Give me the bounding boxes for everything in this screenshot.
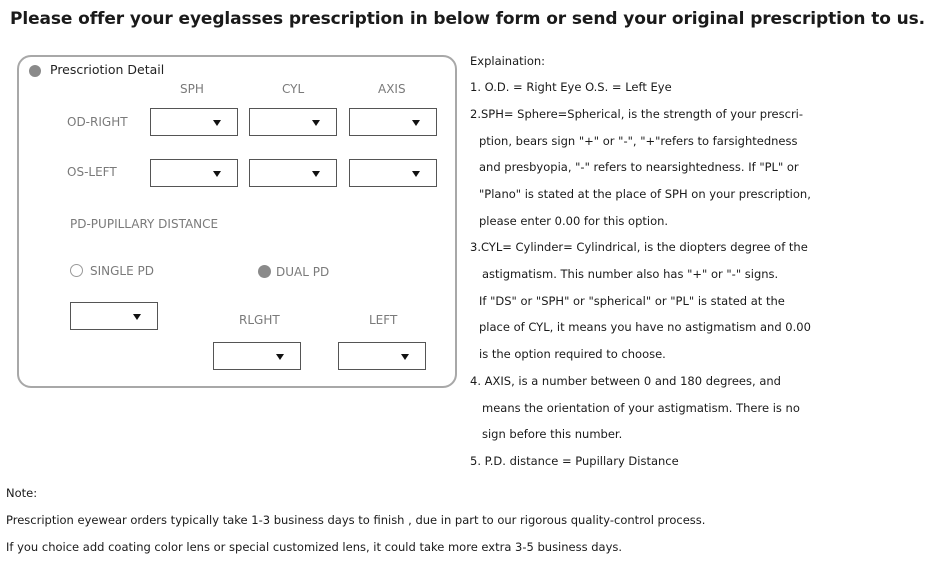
- explanation-line: "Plano" is stated at the place of SPH on your prescription,: [479, 187, 811, 201]
- explanation-line: and presbyopia, "-" refers to nearsightedness. If "PL" or: [479, 160, 799, 174]
- column-header-cyl: CYL: [282, 82, 305, 96]
- explanation-line: 3.CYL= Cylinder= Cylindrical, is the diopters degree of the: [470, 240, 808, 254]
- single-pd-label[interactable]: SINGLE PD: [90, 264, 154, 278]
- row-label-os-left: OS-LEFT: [67, 165, 117, 179]
- explanation-line: is the option required to choose.: [479, 347, 666, 361]
- explanation-line: astigmatism. This number also has "+" or "-" signs.: [482, 267, 779, 281]
- explanation-line: 5. P.D. distance = Pupillary Distance: [470, 454, 679, 468]
- note-line: Prescription eyewear orders typically take 1-3 business days to finish , due in part to our rigorous quality-control process.: [6, 513, 706, 527]
- dual-pd-radio[interactable]: [258, 265, 271, 278]
- caret-down-icon: [412, 171, 420, 177]
- caret-down-icon: [276, 354, 284, 360]
- single-pd-radio[interactable]: [70, 264, 83, 277]
- filled-circle-icon: [29, 65, 41, 77]
- pd-section-label: PD-PUPILLARY DISTANCE: [70, 217, 219, 231]
- os-sph-select[interactable]: [150, 159, 238, 187]
- column-header-axis: AXIS: [378, 82, 406, 96]
- caret-down-icon: [412, 120, 420, 126]
- od-cyl-select[interactable]: [249, 108, 337, 136]
- os-axis-select[interactable]: [349, 159, 437, 187]
- single-pd-select[interactable]: [70, 302, 158, 330]
- caret-down-icon: [312, 120, 320, 126]
- explanation-heading: Explaination:: [470, 54, 546, 68]
- row-label-od-right: OD-RIGHT: [67, 115, 128, 129]
- explanation-line: please enter 0.00 for this option.: [479, 214, 669, 228]
- os-cyl-select[interactable]: [249, 159, 337, 187]
- explanation-line: 4. AXIS, is a number between 0 and 180 degrees, and: [470, 374, 781, 388]
- explanation-line: 1. O.D. = Right Eye O.S. = Left Eye: [470, 80, 672, 94]
- explanation-line: ption, bears sign "+" or "-", "+"refers to farsightedness: [479, 134, 798, 148]
- panel-title: Prescriotion Detail: [50, 62, 165, 77]
- dual-pd-left-select[interactable]: [338, 342, 426, 370]
- dual-pd-left-label: LEFT: [369, 313, 398, 327]
- explanation-line: If "DS" or "SPH" or "spherical" or "PL" is stated at the: [479, 294, 785, 308]
- prescription-panel: [17, 55, 457, 388]
- dual-pd-label[interactable]: DUAL PD: [276, 265, 330, 279]
- caret-down-icon: [133, 314, 141, 320]
- explanation-line: sign before this number.: [482, 427, 623, 441]
- note-line: If you choice add coating color lens or special customized lens, it could take more extra 3-5 business days.: [6, 540, 623, 554]
- od-axis-select[interactable]: [349, 108, 437, 136]
- caret-down-icon: [213, 120, 221, 126]
- od-sph-select[interactable]: [150, 108, 238, 136]
- explanation-line: place of CYL, it means you have no astigmatism and 0.00: [479, 320, 811, 334]
- note-heading: Note:: [6, 486, 38, 500]
- explanation-line: 2.SPH= Sphere=Spherical, is the strength of your prescri-: [470, 107, 804, 121]
- page-headline: Please offer your eyeglasses prescription in below form or send your original prescription to us.: [10, 9, 925, 29]
- caret-down-icon: [213, 171, 221, 177]
- explanation-line: means the orientation of your astigmatism. There is no: [482, 401, 800, 415]
- caret-down-icon: [312, 171, 320, 177]
- column-header-sph: SPH: [180, 82, 204, 96]
- caret-down-icon: [401, 354, 409, 360]
- dual-pd-right-label: RLGHT: [239, 313, 280, 327]
- dual-pd-right-select[interactable]: [213, 342, 301, 370]
